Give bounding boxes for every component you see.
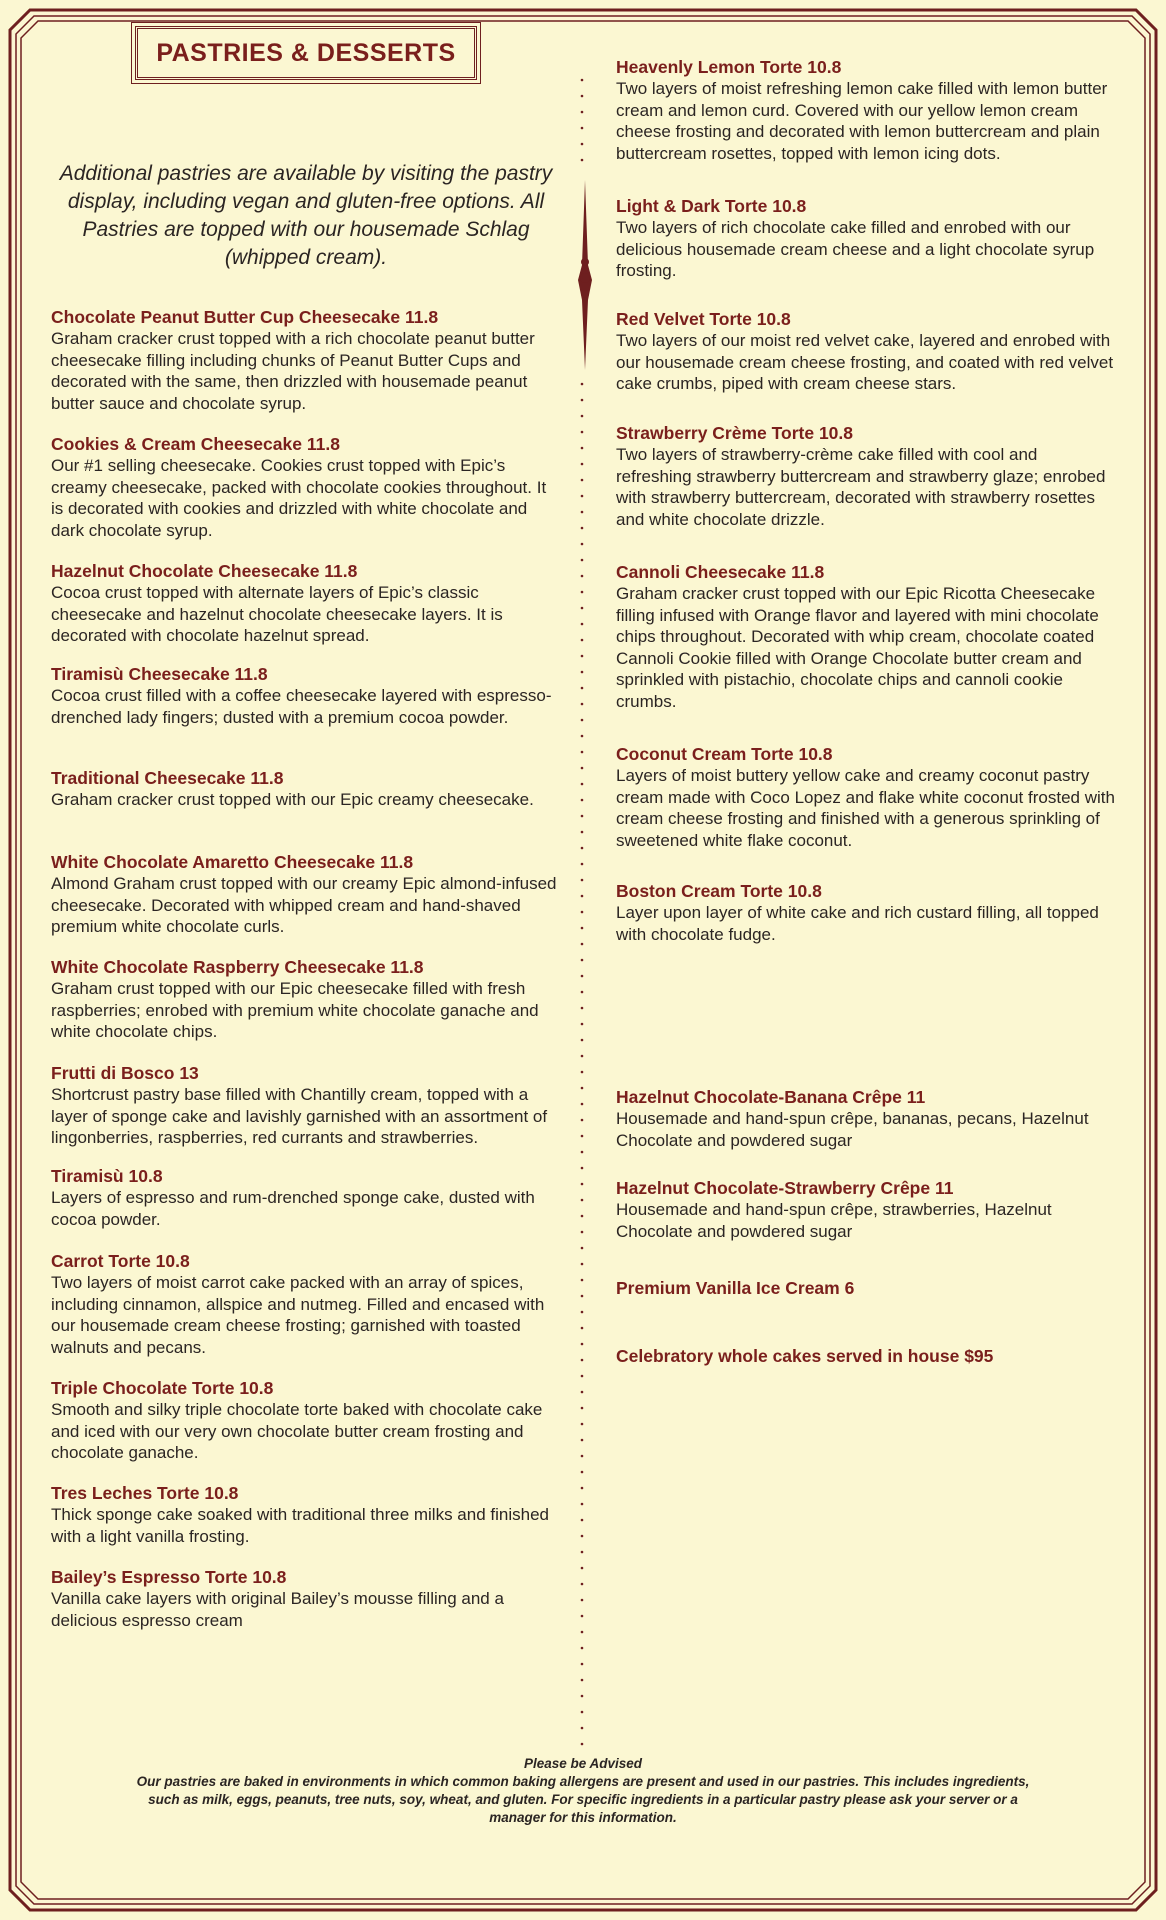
menu-item-description: Almond Graham crust topped with our creamy Epic almond-infused cheesecake. Decorated with whipped cream and hand-shaved premium white chocolate curls. <box>51 874 557 936</box>
menu-item <box>51 852 561 938</box>
menu-item-name: Carrot Torte 10.8 <box>51 1251 190 1271</box>
menu-item-name: Hazelnut Chocolate Cheesecake 11.8 <box>51 561 358 581</box>
column-divider <box>578 79 592 1746</box>
menu-item-name: Tiramisù 10.8 <box>51 1166 163 1186</box>
menu-item <box>51 561 561 647</box>
menu-item-description: Housemade and hand-spun crêpe, strawberries, Hazelnut Chocolate and powdered sugar <box>616 1200 1052 1241</box>
menu-item-description: Graham cracker crust topped with a rich chocolate peanut butter cheesecake filling including chunks of Peanut Butter Cups and decorated with the same, then drizzled with housemade peanut butter sauce and chocolate syrup. <box>51 329 535 413</box>
allergen-heading: Please be Advised <box>523 1756 643 1771</box>
menu-item-description: Two layers of rich chocolate cake filled and enrobed with our delicious housemade cream cheese and a light chocolate syrup frosting. <box>616 218 1095 280</box>
menu-item <box>616 423 1116 530</box>
menu-item-description: Shortcrust pastry base filled with Chantilly cream, topped with a layer of sponge cake and lavishly garnished with an assortment of lingonberries, raspberries, red currants and strawberries. <box>51 1085 548 1147</box>
menu-item-description: Thick sponge cake soaked with traditional three milks and finished with a light vanilla frosting. <box>51 1505 549 1546</box>
menu-item <box>51 434 561 541</box>
menu-item <box>616 309 1116 395</box>
page-title: PASTRIES & DESSERTS <box>156 38 456 67</box>
allergen-notice <box>120 1755 1046 1827</box>
menu-item-description: Two layers of our moist red velvet cake, layered and enrobed with our housemade cream cheese frosting, and coated with red velvet cake crumbs, piped with cream cheese stars. <box>616 331 1114 393</box>
menu-item <box>51 1483 561 1547</box>
menu-item <box>51 1378 561 1464</box>
menu-item <box>51 1251 561 1358</box>
menu-item-name: Frutti di Bosco 13 <box>51 1063 199 1083</box>
menu-item-description: Cocoa crust topped with alternate layers of Epic’s classic cheesecake and hazelnut chocolate cheesecake layers. It is decorated with chocolate hazelnut spread. <box>51 583 503 645</box>
menu-item-description: Layer upon layer of white cake and rich custard filling, all topped with chocolate fudge. <box>616 903 1099 944</box>
menu-item <box>51 307 561 414</box>
menu-title-box <box>135 26 477 80</box>
menu-item-name: Heavenly Lemon Torte 10.8 <box>616 57 842 77</box>
menu-item-name: Cannoli Cheesecake 11.8 <box>616 562 825 582</box>
menu-item-name: Hazelnut Chocolate-Banana Crêpe 11 <box>616 1087 926 1107</box>
menu-item-name: Chocolate Peanut Butter Cup Cheesecake 11.8 <box>51 307 439 327</box>
menu-item-name: Strawberry Crème Torte 10.8 <box>616 423 854 443</box>
menu-item <box>51 1063 561 1149</box>
menu-item-name: Celebratory whole cakes served in house $95 <box>616 1346 994 1366</box>
menu-item-name: Boston Cream Torte 10.8 <box>616 881 822 901</box>
menu-item-name: Red Velvet Torte 10.8 <box>616 309 791 329</box>
menu-item <box>51 1166 561 1230</box>
menu-item-name: Coconut Cream Torte 10.8 <box>616 744 833 764</box>
menu-item <box>51 1567 561 1631</box>
menu-item <box>51 664 561 728</box>
menu-item-description: Layers of moist buttery yellow cake and creamy coconut pastry cream made with Coco Lopez and flake white coconut frosted with cream cheese frosting and finished with a generous sprinkling of sweetened white flake coconut. <box>616 766 1115 850</box>
menu-item-name: Tiramisù Cheesecake 11.8 <box>51 664 268 684</box>
menu-item <box>616 562 1116 712</box>
menu-item-description: Two layers of moist carrot cake packed with an array of spices, including cinnamon, allspice and nutmeg. Filled and encased with our housemade cream cheese frosting; garnished with toasted walnuts and pecans. <box>51 1273 545 1357</box>
menu-item-description: Graham cracker crust topped with our Epic creamy cheesecake. <box>51 790 534 809</box>
menu-item <box>616 196 1116 282</box>
menu-item-description: Housemade and hand-spun crêpe, bananas, pecans, Hazelnut Chocolate and powdered sugar <box>616 1109 1089 1150</box>
menu-item-name: Premium Vanilla Ice Cream 6 <box>616 1278 855 1298</box>
menu-item-name: Triple Chocolate Torte 10.8 <box>51 1378 274 1398</box>
menu-item <box>51 768 561 811</box>
menu-item <box>616 744 1116 851</box>
menu-item <box>616 1178 1116 1242</box>
menu-item-description: Graham crust topped with our Epic cheesecake filled with fresh raspberries; enrobed with premium white chocolate ganache and white chocolate chips. <box>51 979 539 1041</box>
allergen-text: Our pastries are baked in environments in which common baking allergens are present and used in our pastries. This includes ingredients, such as milk, eggs, peanuts, tree nuts, soy, wheat, and gluten. For specific ingredients in a particular pastry please ask your server or a manager for this information. <box>136 1774 1030 1825</box>
menu-item <box>616 1278 1116 1299</box>
menu-item-name: Traditional Cheesecake 11.8 <box>51 768 284 788</box>
menu-item-name: White Chocolate Raspberry Cheesecake 11.8 <box>51 957 424 977</box>
menu-item-description: Layers of espresso and rum-drenched sponge cake, dusted with cocoa powder. <box>51 1188 535 1229</box>
menu-item-description: Two layers of moist refreshing lemon cake filled with lemon butter cream and lemon curd. Covered with our yellow lemon cream cheese frosting and decorated with lemon buttercream and plain buttercream rosettes, topped with lemon icing dots. <box>616 79 1108 163</box>
menu-item-description: Graham cracker crust topped with our Epic Ricotta Cheesecake filling infused with Orange flavor and layered with mini chocolate chips throughout. Decorated with whip cream, chocolate coated Cannoli Cookie filled with Orange Chocolate butter cream and sprinkled with pistachio, chocolate chips and cannoli cookie crumbs. <box>616 584 1099 711</box>
menu-item-description: Smooth and silky triple chocolate torte baked with chocolate cake and iced with our very own chocolate butter cream frosting and chocolate ganache. <box>51 1400 543 1462</box>
menu-item-name: Tres Leches Torte 10.8 <box>51 1483 239 1503</box>
menu-item <box>616 57 1116 164</box>
menu-item-name: Cookies & Cream Cheesecake 11.8 <box>51 434 340 454</box>
menu-item-description: Two layers of strawberry-crème cake filled with cool and refreshing strawberry buttercream and strawberry glaze; enrobed with strawberry buttercream, decorated with strawberry rosettes and white chocolate drizzle. <box>616 445 1106 529</box>
menu-item-name: Light & Dark Torte 10.8 <box>616 196 807 216</box>
menu-item-name: White Chocolate Amaretto Cheesecake 11.8 <box>51 852 414 872</box>
menu-item-name: Hazelnut Chocolate-Strawberry Crêpe 11 <box>616 1178 954 1198</box>
menu-item <box>51 957 561 1043</box>
menu-item-description: Vanilla cake layers with original Bailey’s mousse filling and a delicious espresso cream <box>51 1589 504 1630</box>
menu-item <box>616 1346 1116 1367</box>
menu-item-description: Cocoa crust filled with a coffee cheesecake layered with espresso-drenched lady fingers; dusted with a premium cocoa powder. <box>51 686 552 727</box>
menu-item-description: Our #1 selling cheesecake. Cookies crust topped with Epic’s creamy cheesecake, packed with chocolate cookies throughout. It is decorated with cookies and drizzled with white chocolate and dark chocolate syrup. <box>51 456 547 540</box>
intro-text: Additional pastries are available by visiting the pastry display, including vegan and gluten-free options. All Pastries are topped with our housemade Schlag (whipped cream). <box>59 162 553 269</box>
menu-item-name: Bailey’s Espresso Torte 10.8 <box>51 1567 287 1587</box>
menu-item <box>616 1087 1116 1151</box>
menu-item <box>616 881 1116 945</box>
